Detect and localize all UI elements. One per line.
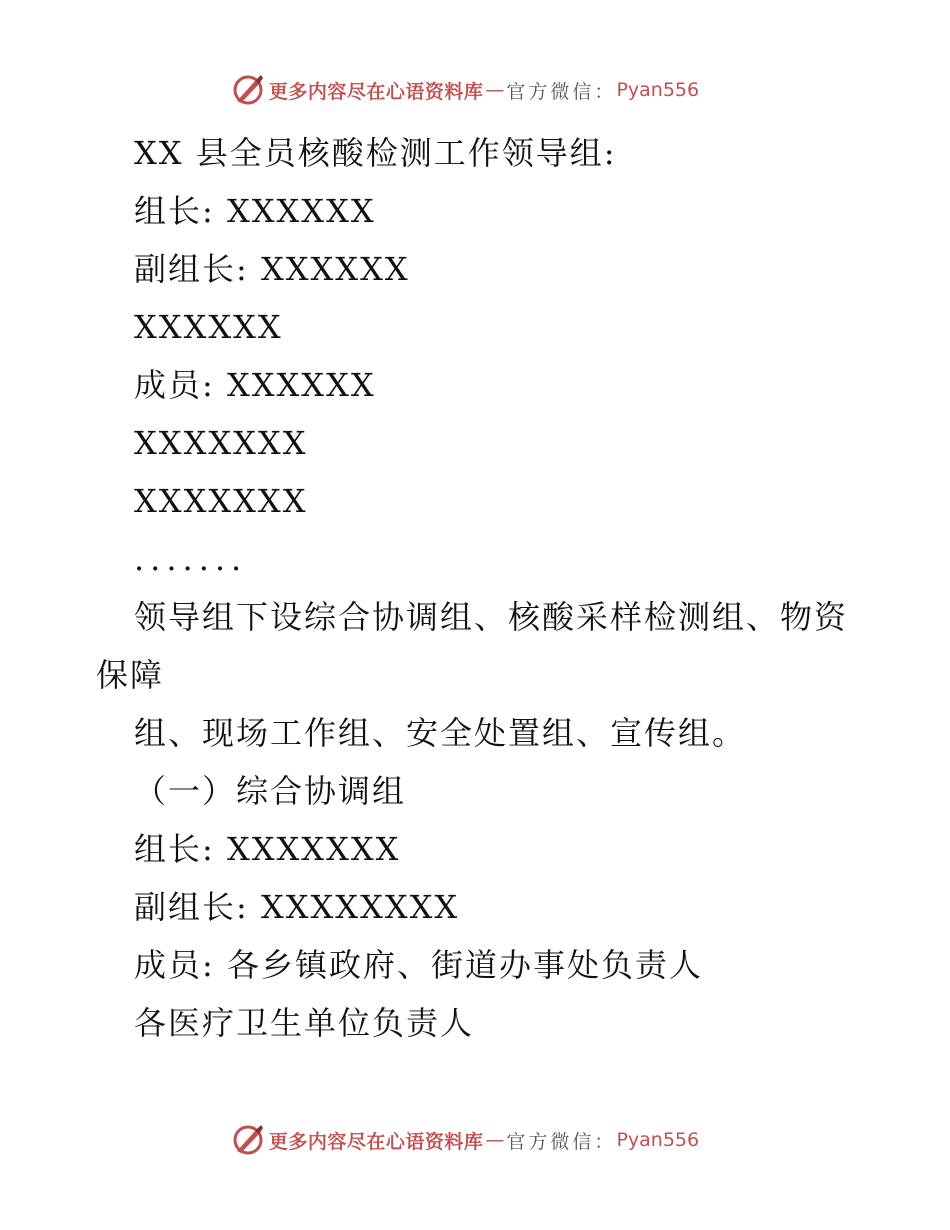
document-body [96, 124, 876, 1052]
watermark-main-text: 更多内容尽在心语资料库 [268, 80, 484, 103]
members-line: 成员: XXXXXX [134, 366, 376, 404]
pen-logo-icon [231, 1123, 265, 1157]
subgroups-paragraph-line-1: 领导组下设综合协调组、核酸采样检测组、物资 [134, 598, 849, 636]
subgroups-paragraph-line-3: 组、现场工作组、安全处置组、宣传组。 [134, 714, 747, 752]
deputy-leader-continuation: XXXXXX [134, 308, 283, 346]
coordination-members-continuation: 各医疗卫生单位负责人 [134, 1004, 475, 1042]
section-heading-coordination-group: （一）综合协调组 [134, 772, 407, 810]
watermark-official-label: 官方微信： [506, 80, 617, 103]
members-continuation-1: XXXXXXX [134, 424, 308, 462]
watermark-wechat-id: Pyan556 [616, 1129, 700, 1151]
watermark-footer [0, 1120, 950, 1160]
watermark-dash: — [485, 79, 505, 101]
pen-logo-icon [231, 73, 265, 107]
coordination-leader-line: 组长: XXXXXXX [134, 830, 401, 868]
coordination-members-line: 成员: 各乡镇政府、街道办事处负责人 [134, 946, 703, 984]
deputy-leader-line: 副组长: XXXXXX [134, 250, 410, 288]
watermark-header [0, 70, 950, 110]
coordination-deputy-leader-line: 副组长: XXXXXXXX [134, 888, 460, 926]
leader-line: 组长: XXXXXX [134, 192, 376, 230]
watermark-wechat-id: Pyan556 [616, 79, 700, 101]
subgroups-paragraph-line-2: 保障 [96, 656, 165, 694]
leadership-group-heading: XX 县全员核酸检测工作领导组: [134, 134, 617, 172]
ellipsis-line: ....... [134, 540, 248, 578]
watermark-official-label: 官方微信： [506, 1130, 617, 1153]
members-continuation-2: XXXXXXX [134, 482, 308, 520]
watermark-dash: — [485, 1129, 505, 1151]
watermark-main-text: 更多内容尽在心语资料库 [268, 1130, 484, 1153]
